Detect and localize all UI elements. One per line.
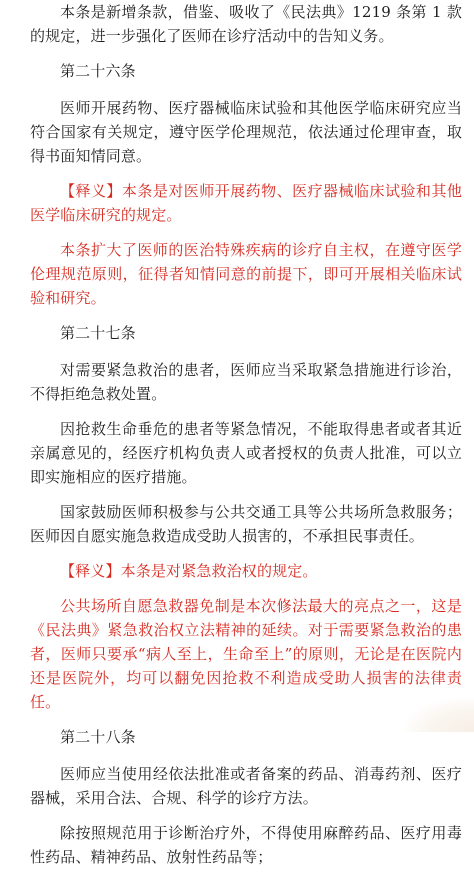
paragraph-intro: 本条是新增条款，借鉴、吸收了《民法典》1219 条第 1 款的规定，进一步强化了医师在诊疗活动中的告知义务。 (30, 3, 462, 45)
paragraph-article-28-text-2: 除按照规范用于诊断治疗外，不得使用麻醉药品、医疗用毒性药品、精神药品、放射性药品等； (30, 824, 462, 866)
paragraph-article-27-text-2: 因抢救生命垂危的患者等紧急情况，不能取得患者或者其近亲属意见的，经医疗机构负责人或者授权的负责人批准，可以立即实施相应的医疗措施。 (30, 420, 462, 486)
article-heading-28: 第二十八条 (60, 728, 136, 746)
paragraph-article-27-text-1: 对需要紧急救治的患者，医师应当采取紧急措施进行诊治，不得拒绝急救处置。 (30, 361, 462, 403)
paragraph-article-27-text-3: 国家鼓励医师积极参与公共交通工具等公共场所急救服务；医师因自愿实施急救造成受助人损害的，不承担民事责任。 (30, 503, 462, 545)
annotation-26-text: 本条扩大了医师的医治特殊疾病的诊疗自主权，在遵守医学伦理规范原则，征得者知情同意的前提下，即可开展相关临床试验和研究。 (30, 241, 462, 307)
annotation-27-heading: 【释义】本条是对紧急救治权的规定。 (60, 562, 318, 580)
paragraph-article-28-text-1: 医师应当使用经依法批准或者备案的药品、消毒药剂、医疗器械，采用合法、合规、科学的诊疗方法。 (30, 765, 462, 807)
annotation-26-heading: 【释义】本条是对医师开展药物、医疗器械临床试验和其他医学临床研究的规定。 (30, 182, 462, 224)
paragraph-article-26-text: 医师开展药物、医疗器械临床试验和其他医学临床研究应当符合国家有关规定，遵守医学伦理规范，依法通过伦理审查，取得书面知情同意。 (30, 99, 462, 165)
document-body (30, 0, 462, 880)
article-heading-27: 第二十七条 (60, 324, 136, 342)
corner-decoration (404, 698, 474, 732)
article-heading-26: 第二十六条 (60, 62, 136, 80)
annotation-27-text: 公共场所自愿急救器免制是本次修法最大的亮点之一，这是《民法典》紧急救治权立法精神的延续。对于需要紧急救治的患者，医师只要承“病人至上，生命至上”的原则，无论是在医院内还是医院外，均可以翻免因抢救不利造成受助人损害的法律责任。 (30, 597, 462, 711)
